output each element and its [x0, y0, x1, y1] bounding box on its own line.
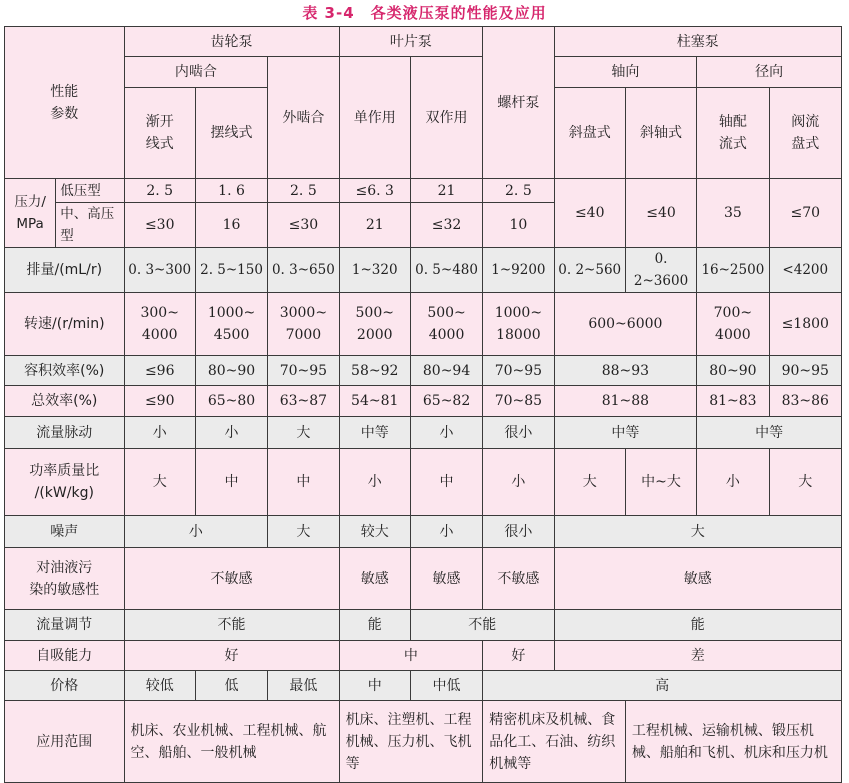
speed-cell: 500~ 2000 [339, 293, 410, 356]
table-row [5, 701, 842, 783]
application-cell: 精密机床及机械、食品化工、石油、纺织机械等 [483, 701, 626, 783]
table-row [5, 516, 842, 548]
power-ratio-cell: 大 [124, 449, 195, 516]
displacement-cell: 0. 3~650 [268, 248, 339, 293]
speed-cell: 300~ 4000 [124, 293, 195, 356]
table-row [5, 671, 842, 701]
noise-cell: 很小 [483, 516, 554, 548]
high-pressure-label: 中、高压型 [56, 203, 124, 248]
price-cell: 高 [483, 671, 842, 701]
table-row [5, 417, 842, 449]
total-eff-cell: 65~80 [195, 386, 267, 417]
vol-eff-cell: 88~93 [554, 356, 697, 386]
power-ratio-label: 功率质量比 /(kW/kg) [5, 449, 125, 516]
pressure-cell: ≤30 [124, 203, 195, 248]
vol-eff-cell: 70~95 [483, 356, 554, 386]
pressure-cell: ≤40 [625, 179, 696, 248]
pressure-cell: 21 [410, 179, 482, 203]
total-eff-cell: ≤90 [124, 386, 195, 417]
internal-gear-header: 内啮合 [124, 57, 268, 88]
displacement-cell: 0. 2~3600 [625, 248, 696, 293]
pressure-cell: ≤32 [410, 203, 482, 248]
displacement-cell: 1~320 [339, 248, 410, 293]
double-acting-header: 双作用 [410, 57, 482, 179]
speed-cell: 600~6000 [554, 293, 697, 356]
pulsation-cell: 很小 [483, 417, 554, 449]
noise-label: 噪声 [5, 516, 125, 548]
displacement-cell: 1~9200 [483, 248, 554, 293]
noise-cell: 小 [410, 516, 482, 548]
application-cell: 工程机械、运输机械、锻压机械、船舶和飞机、机床和压力机 [625, 701, 841, 783]
table-caption: 表 3-4 各类液压泵的性能及应用 [302, 4, 547, 22]
price-cell: 最低 [268, 671, 339, 701]
table-row [5, 449, 842, 516]
displacement-cell: 0. 3~300 [124, 248, 195, 293]
contam-cell: 不敏感 [124, 548, 339, 610]
pulsation-cell: 小 [410, 417, 482, 449]
pressure-cell: 35 [697, 179, 769, 248]
pressure-label: 压力/ MPa [5, 179, 56, 248]
self-prime-cell: 好 [124, 641, 339, 671]
cycloid-header: 摆线式 [195, 88, 267, 179]
application-cell: 机床、农业机械、工程机械、航空、船舶、一般机械 [124, 701, 339, 783]
self-prime-cell: 中 [339, 641, 483, 671]
flow-adj-cell: 能 [554, 610, 841, 641]
involute-header: 渐开 线式 [124, 88, 195, 179]
table-row [5, 356, 842, 386]
contam-cell: 敏感 [339, 548, 410, 610]
pump-performance-table [4, 26, 842, 783]
vol-eff-label: 容积效率(%) [5, 356, 125, 386]
total-eff-cell: 81~83 [697, 386, 769, 417]
power-ratio-cell: 小 [697, 449, 769, 516]
pressure-cell: ≤40 [554, 179, 625, 248]
pulsation-cell: 中等 [339, 417, 410, 449]
noise-cell: 大 [268, 516, 339, 548]
pressure-cell: 1. 6 [195, 179, 267, 203]
single-acting-header: 单作用 [339, 57, 410, 179]
low-pressure-label: 低压型 [56, 179, 124, 203]
vol-eff-cell: 80~90 [697, 356, 769, 386]
vol-eff-cell: 70~95 [268, 356, 339, 386]
power-ratio-cell: 中~大 [625, 449, 696, 516]
speed-cell: 1000~ 4500 [195, 293, 267, 356]
vol-eff-cell: 80~94 [410, 356, 482, 386]
total-eff-cell: 54~81 [339, 386, 410, 417]
displacement-cell: <4200 [769, 248, 841, 293]
header-row [5, 57, 842, 88]
noise-cell: 大 [554, 516, 841, 548]
price-cell: 中低 [410, 671, 482, 701]
power-ratio-cell: 小 [339, 449, 410, 516]
flow-adj-label: 流量调节 [5, 610, 125, 641]
displacement-cell: 0. 5~480 [410, 248, 482, 293]
noise-cell: 小 [124, 516, 268, 548]
displacement-label: 排量/(mL/r) [5, 248, 125, 293]
power-ratio-cell: 中 [410, 449, 482, 516]
pressure-cell: 2. 5 [268, 179, 339, 203]
price-label: 价格 [5, 671, 125, 701]
radial-header: 径向 [697, 57, 842, 88]
vane-pump-header: 叶片泵 [339, 27, 483, 57]
table-row [5, 293, 842, 356]
application-label: 应用范围 [5, 701, 125, 783]
price-cell: 中 [339, 671, 410, 701]
self-prime-cell: 差 [554, 641, 841, 671]
application-cell: 机床、注塑机、工程机械、压力机、飞机等 [339, 701, 483, 783]
flow-adj-cell: 不能 [124, 610, 339, 641]
table-row [5, 248, 842, 293]
power-ratio-cell: 大 [769, 449, 841, 516]
pressure-cell: 21 [339, 203, 410, 248]
gear-pump-header: 齿轮泵 [124, 27, 339, 57]
pressure-cell: 16 [195, 203, 267, 248]
contam-label: 对油液污 染的敏感性 [5, 548, 125, 610]
speed-cell: 3000~ 7000 [268, 293, 339, 356]
pressure-cell: 2. 5 [483, 179, 554, 203]
total-eff-label: 总效率(%) [5, 386, 125, 417]
contam-cell: 敏感 [410, 548, 482, 610]
displacement-cell: 2. 5~150 [195, 248, 267, 293]
total-eff-cell: 63~87 [268, 386, 339, 417]
table-row [5, 179, 842, 203]
bent-axis-header: 斜轴式 [625, 88, 696, 179]
flow-adj-cell: 不能 [410, 610, 554, 641]
contam-cell: 敏感 [554, 548, 841, 610]
vol-eff-cell: 58~92 [339, 356, 410, 386]
speed-cell: 500~ 4000 [410, 293, 482, 356]
pulsation-cell: 小 [124, 417, 195, 449]
total-eff-cell: 70~85 [483, 386, 554, 417]
total-eff-cell: 81~88 [554, 386, 697, 417]
speed-label: 转速/(r/min) [5, 293, 125, 356]
param-header: 性能 参数 [5, 27, 125, 179]
displacement-cell: 16~2500 [697, 248, 769, 293]
price-cell: 低 [195, 671, 267, 701]
pressure-cell: ≤6. 3 [339, 179, 410, 203]
power-ratio-cell: 中 [268, 449, 339, 516]
flow-adj-cell: 能 [339, 610, 410, 641]
axial-header: 轴向 [554, 57, 697, 88]
speed-cell: 700~ 4000 [697, 293, 769, 356]
valve-axle-header: 轴配 流式 [697, 88, 769, 179]
vol-eff-cell: 90~95 [769, 356, 841, 386]
pulsation-cell: 小 [195, 417, 267, 449]
total-eff-cell: 65~82 [410, 386, 482, 417]
screw-pump-header: 螺杆泵 [483, 27, 554, 179]
power-ratio-cell: 中 [195, 449, 267, 516]
pulsation-cell: 大 [268, 417, 339, 449]
contam-cell: 不敏感 [483, 548, 554, 610]
price-cell: 较低 [124, 671, 195, 701]
external-gear-header: 外啮合 [268, 57, 339, 179]
valve-disc-header: 阀流 盘式 [769, 88, 841, 179]
total-eff-cell: 83~86 [769, 386, 841, 417]
pressure-cell: 10 [483, 203, 554, 248]
power-ratio-cell: 大 [554, 449, 625, 516]
table-row [5, 386, 842, 417]
table-row [5, 548, 842, 610]
displacement-cell: 0. 2~560 [554, 248, 625, 293]
speed-cell: 1000~ 18000 [483, 293, 554, 356]
pulsation-cell: 中等 [697, 417, 842, 449]
noise-cell: 较大 [339, 516, 410, 548]
pressure-cell: ≤70 [769, 179, 841, 248]
header-row [5, 27, 842, 57]
power-ratio-cell: 小 [483, 449, 554, 516]
table-row [5, 610, 842, 641]
pulsation-cell: 中等 [554, 417, 697, 449]
vol-eff-cell: 80~90 [195, 356, 267, 386]
pressure-cell: ≤30 [268, 203, 339, 248]
vol-eff-cell: ≤96 [124, 356, 195, 386]
piston-pump-header: 柱塞泵 [554, 27, 841, 57]
pressure-cell: 2. 5 [124, 179, 195, 203]
swash-plate-header: 斜盘式 [554, 88, 625, 179]
pulsation-label: 流量脉动 [5, 417, 125, 449]
self-prime-cell: 好 [483, 641, 554, 671]
table-row [5, 641, 842, 671]
speed-cell: ≤1800 [769, 293, 841, 356]
self-prime-label: 自吸能力 [5, 641, 125, 671]
